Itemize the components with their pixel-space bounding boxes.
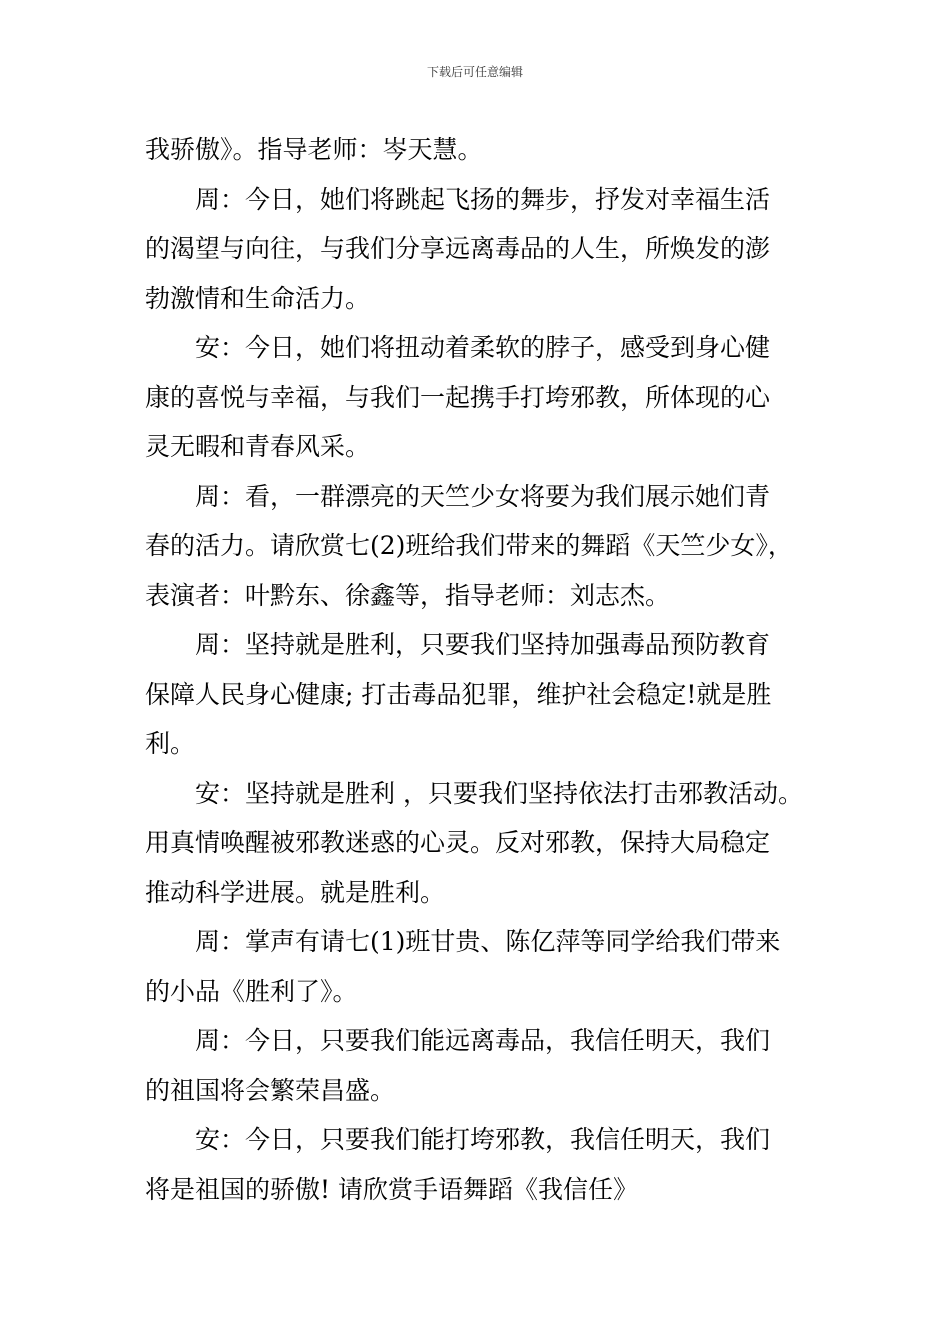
document-body: [145, 125, 825, 1214]
text-line: 康的喜悦与幸福，与我们一起携手打垮邪教，所体现的心: [145, 382, 771, 412]
text-line: 周：今日，她们将跳起飞扬的舞步，抒发对幸福生活: [195, 184, 771, 214]
text-line: 安：今日，只要我们能打垮邪教，我信任明天，我们: [195, 1125, 771, 1154]
text-line: 周：掌声有请七(1)班甘贵、陈亿萍等同学给我们带来: [195, 927, 781, 956]
text-line: 春的活力。请欣赏七(2)班给我们带来的舞蹈《天竺少女》，: [145, 531, 793, 560]
text-line: 保障人民身心健康; 打击毒品犯罪，维护社会稳定!就是胜: [145, 679, 772, 709]
paragraph: [145, 1115, 825, 1214]
text-line: 的渴望与向往，与我们分享远离毒品的人生，所焕发的澎: [145, 234, 771, 263]
text-line: 推动科学进展。就是胜利。: [145, 877, 446, 907]
paragraph: [145, 323, 825, 472]
paragraph: [145, 917, 825, 1016]
text-line: 周：坚持就是胜利，只要我们坚持加强毒品预防教育: [195, 630, 771, 659]
paragraph: [145, 175, 825, 324]
text-line: 我骄傲》。指导老师：岑天慧。: [145, 135, 483, 164]
text-line: 的祖国将会繁荣昌盛。: [145, 1075, 396, 1105]
paragraph: [145, 769, 825, 918]
paragraph: [145, 125, 825, 175]
paragraph: [145, 620, 825, 769]
text-line: 安：今日，她们将扭动着柔软的脖子，感受到身心健: [195, 333, 771, 362]
text-line: 周：看，一群漂亮的天竺少女将要为我们展示她们青: [195, 481, 771, 511]
text-line: 利。: [145, 729, 196, 758]
text-line: 周：今日，只要我们能远离毒品，我信任明天，我们: [195, 1026, 771, 1055]
paragraph: [145, 1016, 825, 1115]
text-line: 勃激情和生命活力。: [145, 283, 371, 313]
text-line: 用真情唤醒被邪教迷惑的心灵。反对邪教，保持大局稳定: [145, 828, 771, 857]
paragraph: [145, 472, 825, 621]
text-line: 安：坚持就是胜利 ，只要我们坚持依法打击邪教活动。: [195, 778, 803, 808]
text-line: 灵无暇和青春风采。: [145, 432, 371, 461]
text-line: 将是祖国的骄傲! 请欣赏手语舞蹈《我信任》: [145, 1174, 638, 1204]
page-header: 下载后可任意编辑: [426, 65, 523, 79]
text-line: 表演者：叶黔东、徐鑫等，指导老师：刘志杰。: [145, 580, 671, 610]
text-line: 的小品《胜利了》。: [145, 976, 358, 1006]
